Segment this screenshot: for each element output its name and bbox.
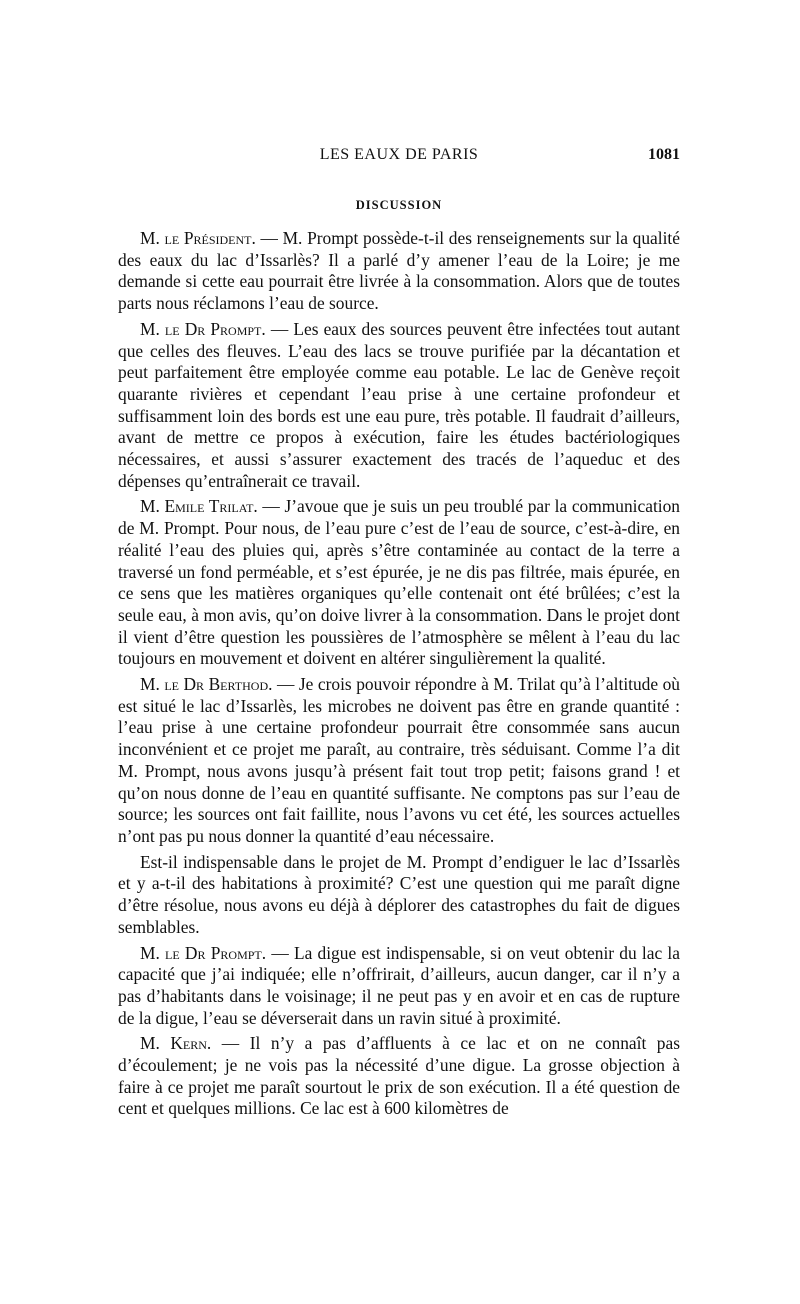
speaker-name: M. Kern. <box>140 1033 212 1054</box>
paragraph <box>118 674 680 848</box>
page-number: 1081 <box>648 146 680 163</box>
paragraph <box>118 852 680 939</box>
paragraph-text: — Les eaux des sources peuvent être infectées tout autant que celles des fleuves. L’eau des lacs se trouve purifiée par la décantation et peut parfaitement être employée comme eau potable. Le lac de Genève reçoit quarante rivières et cependant l’eau prise à une certaine profondeur et suffisamment loin des bords est une eau pure, très potable. Il faudrait d’ailleurs, avant de mettre ce propos à exécution, faire les études bactériologiques nécessaires, et aussi s’assurer exactement des tracés de l’aqueduc et des dépenses qu’entraînerait ce travail. <box>118 318 680 491</box>
paragraph-text: — Je crois pouvoir répondre à M. Trilat qu’à l’altitude où est situé le lac d’Issarlès, les microbes ne doivent pas être en grande quantité : l’eau prise à une certaine profondeur pourrait être consommée sans aucun inconvénient et ce projet me paraît, au contraire, très séduisant. Comme l’a dit M. Prompt, nous avons jusqu’à présent fait tout trop petit; faisons grand ! et qu’on nous donne de l’eau en quantité suffisante. Ne comptons pas sur l’eau de source; les sources ont fait faillite, nous l’avons vu cet été, les sources actuelles n’ont pas pu nous donner la quantité d’eau nécessaire. <box>118 674 680 846</box>
paragraph-text: — La digue est indispensable, si on veut obtenir du lac la capacité que j’ai indiquée; elle n’offrirait, d’ailleurs, aucun danger, car il n’y a pas d’habitants dans le voisinage; il ne peut pas y en avoir et en cas de rupture de la digue, l’eau se déverserait dans un ravin situé à proximité. <box>118 942 680 1028</box>
paragraph <box>118 496 680 670</box>
paragraph <box>118 319 680 493</box>
paragraph <box>118 228 680 315</box>
paragraph-text: — M. Prompt possède-t-il des renseignements sur la qualité des eaux du lac d’Issarlès? Il a parlé d’y amener l’eau de la Loire; je me demande si cette eau pourrait être livrée à la consommation. Alors que de toutes parts nous réclamons l’eau de source. <box>118 228 680 314</box>
paragraph <box>118 943 680 1030</box>
body-text <box>118 228 680 1124</box>
speaker-name: M. le Dr Prompt. <box>140 942 267 963</box>
section-heading: DISCUSSION <box>355 198 443 212</box>
running-title: LES EAUX DE PARIS <box>319 146 479 163</box>
speaker-name: M. le Président. <box>140 228 256 248</box>
speaker-name: M. le Dr Berthod. <box>140 674 273 695</box>
paragraph <box>118 1033 680 1120</box>
paragraph-text: — J’avoue que je suis un peu troublé par la communication de M. Prompt. Pour nous, de l’eau pure c’est de l’eau de source, c’est-à-dire, en réalité l’eau des pluies qui, après s’être contaminée au contact de la terre a traversé un fond perméable, et s’est épurée, je ne dis pas filtrée, mais épurée, en ce sens que les matières organiques qu’elle contenait ont été brûlées; c’est la seule eau, à mon avis, qu’on doive livrer à la consommation. Dans le projet dont il vient d’être question les poussières de l’atmosphère se mêlent à l’eau du lac toujours en mouvement et doivent en altérer singulièrement la qualité. <box>118 496 680 669</box>
page-header <box>118 146 680 168</box>
speaker-name: M. Emile Trilat. <box>140 496 258 517</box>
speaker-name: M. le Dr Prompt. <box>140 318 266 339</box>
paragraph-text: Est-il indispensable dans le projet de M. Prompt d’endiguer le lac d’Issarlès et y a-t-il des habitations à proximité? C’est une question qui me paraît digne d’être résolue, nous avons eu déjà à déplorer des catastrophes du fait de digues semblables. <box>118 851 680 937</box>
paragraph-text: — Il n’y a pas d’affluents à ce lac et on ne connaît pas d’écoulement; je ne vois pas la nécessité d’une digue. La grosse objection à faire à ce projet me paraît sourtout le prix de son exécution. Il a été question de cent et quelques millions. Ce lac est à 600 kilomètres de <box>118 1033 680 1119</box>
